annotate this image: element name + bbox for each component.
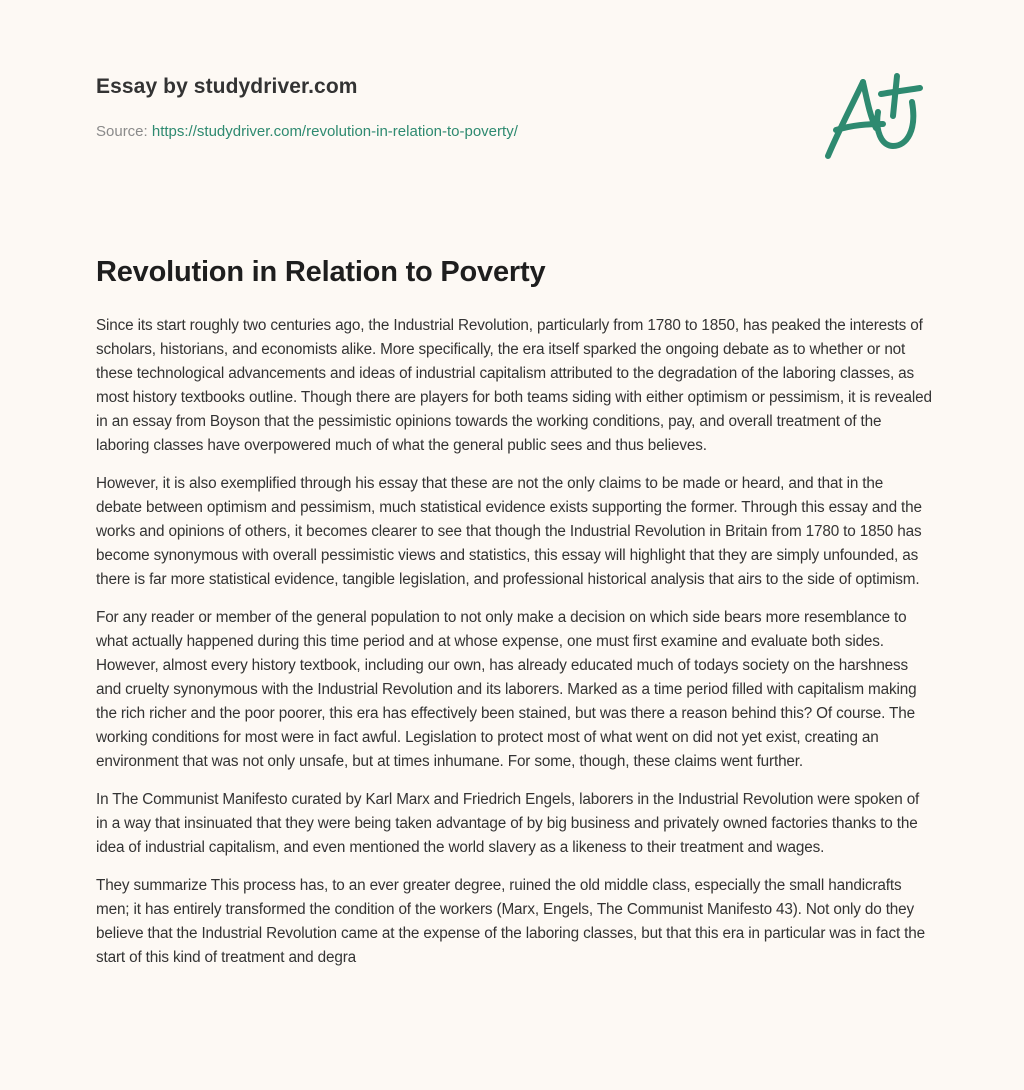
site-title: Essay by studydriver.com: [96, 75, 358, 98]
source-line: [96, 123, 518, 140]
a-plus-grade-icon: [823, 68, 927, 166]
source-label: Source:: [96, 123, 148, 140]
essay-body: [96, 314, 932, 984]
essay-paragraph: They summarize This process has, to an ever greater degree, ruined the old middle class, especially the small handicrafts men; it has entirely transformed the condition of the workers (Marx, Engels, The Communist Manifesto 43). Not only do they believe that the Industrial Revolution came at the expense of the laboring classes, but that this era in particular was in fact the start of this kind of treatment and degra: [96, 877, 925, 966]
essay-title: Revolution in Relation to Poverty: [96, 256, 546, 288]
essay-paragraph: For any reader or member of the general population to not only make a decision on which side bears more resemblance to what actually happened during this time period and at whose expense, one must first examine and evaluate both sides. However, almost every history textbook, including our own, has already educated much of todays society on the harshness and cruelty synonymous with the Industrial Revolution and its laborers. Marked as a time period filled with capitalism making the rich richer and the poor poorer, this era has effectively been stained, but was there a reason behind this? Of course. The working conditions for most were in fact awful. Legislation to protect most of what went on did not yet exist, creating an environment that was not only unsafe, but at times inhumane. For some, though, these claims went further.: [96, 609, 917, 770]
essay-paragraph: Since its start roughly two centuries ago, the Industrial Revolution, particularly from 1780 to 1850, has peaked the interests of scholars, historians, and economists alike. More specifically, the era itself sparked the ongoing debate as to whether or not these technological advancements and ideas of industrial capitalism attributed to the degradation of the laboring classes, as most history textbooks outline. Though there are players for both teams siding with either optimism or pessimism, it is revealed in an essay from Boyson that the pessimistic opinions towards the working conditions, pay, and overall treatment of the laboring classes have overpowered much of what the general public sees and thus believes.: [96, 317, 932, 454]
page-header: [96, 0, 928, 200]
essay-paragraph: However, it is also exemplified through his essay that these are not the only claims to be made or heard, and that in the debate between optimism and pessimism, much statistical evidence exists supporting the former. Through this essay and the works and opinions of others, it becomes clearer to see that though the Industrial Revolution in Britain from 1780 to 1850 has become synonymous with overall pessimistic views and statistics, this essay will highlight that they are simply unfounded, as there is far more statistical evidence, tangible legislation, and professional historical analysis that airs to the side of optimism.: [96, 475, 922, 588]
source-link[interactable]: https://studydriver.com/revolution-in-relation-to-poverty/: [151, 123, 518, 140]
essay-paragraph: In The Communist Manifesto curated by Karl Marx and Friedrich Engels, laborers in the Industrial Revolution were spoken of in a way that insinuated that they were being taken advantage of by big business and privately owned factories thanks to the idea of industrial capitalism, and even mentioned the world slavery as a likeness to their treatment and wages.: [96, 791, 920, 856]
